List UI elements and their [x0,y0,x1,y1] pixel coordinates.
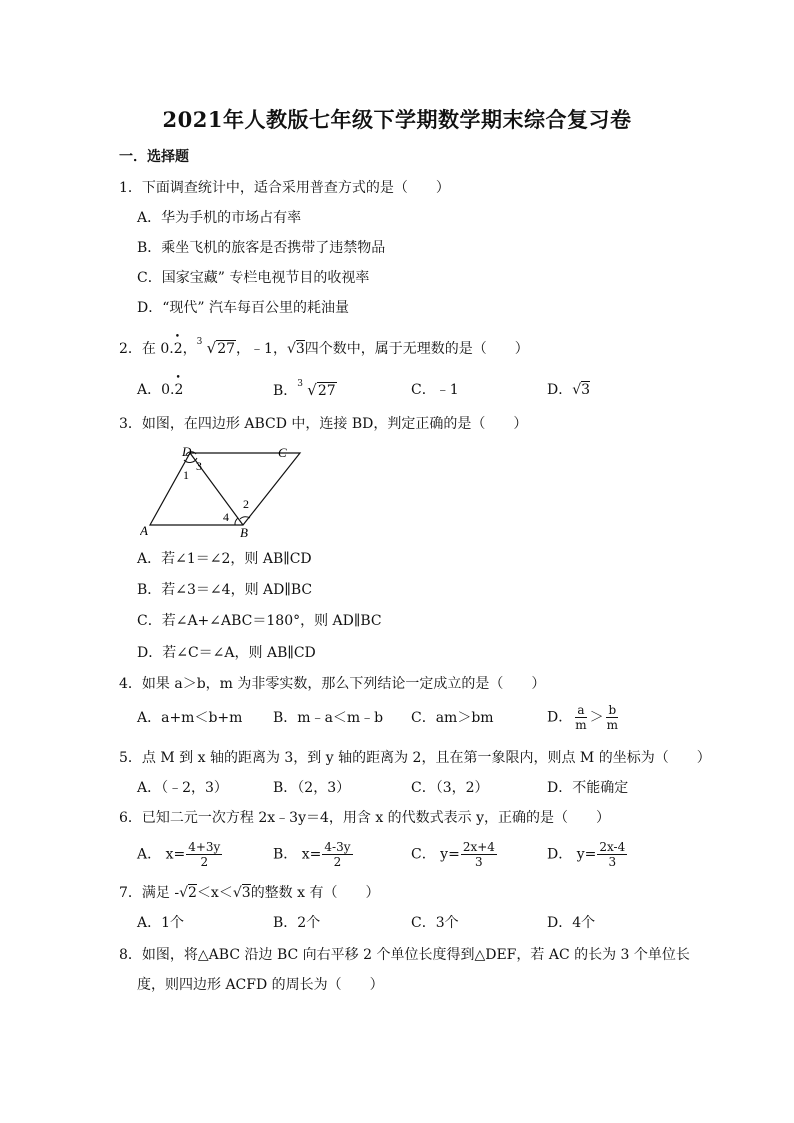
denominator: 2 [333,855,342,869]
question-2-option-a [137,380,183,400]
lhs: x= [165,846,186,863]
question-3-option-a: A．若∠1＝∠2，则 AB∥CD [137,551,312,567]
radicand: 27 [317,383,336,399]
radical-sign: √ [286,341,296,357]
page-title: 2021年人教版七年级下学期数学期末综合复习卷 [162,107,632,132]
root-index: 3 [297,379,304,389]
angle-label-4: 4 [223,510,229,524]
inequality: ＜x＜ [196,885,233,901]
radicand: 3 [295,341,305,357]
option-text: D． [547,709,573,726]
fraction [186,840,222,869]
angle-label-2: 2 [243,497,249,511]
angle-arc [235,518,238,525]
fraction [573,703,588,732]
minus-sign: - [174,885,180,901]
radicand: 3 [241,885,251,901]
question-3-option-d: D．若∠C＝∠A，则 AB∥CD [137,645,316,661]
question-8-stem-line-1: 8．如图，将△ABC 沿边 BC 向右平移 2 个单位长度得到△DEF，若 AC 的长为 3 个单位长 [119,947,690,963]
denominator: 2 [200,855,209,869]
option-text: A．0. [137,382,175,398]
question-2-option-c: C．﹣1 [411,382,459,398]
question-2-text: ， [182,341,197,357]
lhs: x= [301,846,322,863]
quadrilateral-figure [140,445,320,537]
question-1-option-b: B．乘坐飞机的旅客是否携带了违禁物品 [137,240,386,256]
repeating-decimal-digit: • 2 [174,339,183,359]
lhs: y= [440,846,460,863]
question-4-option-d [547,703,621,732]
numerator: 4+3y [188,840,221,854]
radicand: 3 [581,382,591,398]
question-2-option-d [547,380,590,400]
question-7-text: 的整数 x 有（ ） [250,885,380,901]
question-7-option-b: B．2个 [273,915,321,931]
root-index: 3 [196,337,203,347]
question-5-option-d: D．不能确定 [547,780,629,796]
radical-sign: √ [206,339,217,357]
question-6-option-a [137,840,223,869]
repeating-decimal-digit: • 2 [174,380,183,400]
question-1-option-a: A．华为手机的市场占有率 [137,210,302,226]
radical-sign: √ [307,381,317,399]
question-2-text: 四个数中，属于无理数的是（ ） [304,341,529,357]
fraction [605,703,620,732]
vertex-label-c: C [278,445,287,460]
vertex-label-d: D [182,445,192,459]
denominator: m [575,718,587,732]
radical-sign: √ [179,885,189,901]
question-5-option-b: B．（2，3） [273,780,351,796]
option-text: B． [273,383,298,399]
question-7-option-c: C．3个 [411,915,459,931]
numerator: 2x+4 [462,840,495,854]
question-2-text: ，﹣1， [236,341,287,357]
question-4-option-a: A．a+m＜b+m [137,710,243,726]
vertex-label-a: A [140,523,148,537]
question-3-stem: 3．如图，在四边形 ABCD 中，连接 BD，判定正确的是（ ） [119,416,528,432]
denominator: m [606,718,619,732]
question-2-text: 2．在 0. [119,341,174,357]
question-8-stem-line-2: 度，则四边形 ACFD 的周长为（ ） [137,977,384,993]
numerator: b [608,703,617,717]
cube-root [197,338,236,359]
radicand: 27 [217,341,236,357]
question-4-stem: 4．如果 a＞b，m 为非零实数，那么下列结论一定成立的是（ ） [119,676,546,692]
question-1-option-d: D．“现代” 汽车每百公里的耗油量 [137,300,349,316]
question-7-option-a: A．1个 [137,915,185,931]
option-text: D． [547,382,573,398]
question-6-option-d [547,840,628,869]
question-5-option-a: A．（﹣2，3） [137,780,228,796]
question-7-text: 7．满足 [119,885,175,901]
radical-sign: √ [572,382,582,398]
cube-root [297,380,336,401]
question-5-option-c: C．（3，2） [411,780,489,796]
radicand: 2 [188,885,197,901]
denominator: 3 [608,855,617,869]
operator: ＞ [589,709,604,726]
radical-sign: √ [232,885,242,901]
option-text: C． [411,846,436,863]
question-4-option-c: C．am＞bm [411,710,494,726]
question-6-stem: 6．已知二元一次方程 2x﹣3y＝4，用含 x 的代数式表示 y，正确的是（ ） [119,810,611,826]
vertex-label-b: B [240,525,248,537]
question-5-stem: 5．点 M 到 x 轴的距离为 3，到 y 轴的距离为 2，且在第一象限内，则点 M 的坐标为（ ） [119,750,711,766]
option-text: A． [137,846,162,863]
question-1-option-c: C．国家宝藏” 专栏电视节目的收视率 [137,270,370,286]
angle-label-3: 3 [196,459,202,473]
option-text: B． [273,846,298,863]
question-7-option-d: D．4个 [547,915,596,931]
option-text: D． [547,846,573,863]
fraction [461,840,497,869]
numerator: 2x-4 [599,840,626,854]
numerator: a [577,703,585,717]
fraction [597,840,627,869]
question-4-option-b: B．m﹣a＜m﹣b [273,710,384,726]
question-6-option-b [273,840,354,869]
question-3-option-c: C．若∠A+∠ABC＝180°，则 AD∥BC [137,613,382,629]
denominator: 3 [475,855,483,869]
question-2-stem [119,338,529,359]
section-heading: 一．选择题 [119,149,189,165]
question-7-stem [119,883,379,903]
angle-label-1: 1 [183,468,189,482]
question-2-option-b [273,380,337,401]
question-1-stem: 1．下面调查统计中，适合采用普查方式的是（ ） [119,180,450,196]
fraction [322,840,352,869]
question-3-option-b: B．若∠3＝∠4，则 AD∥BC [137,582,313,598]
numerator: 4-3y [324,840,351,854]
question-6-option-c [411,840,498,869]
lhs: y= [576,846,597,863]
